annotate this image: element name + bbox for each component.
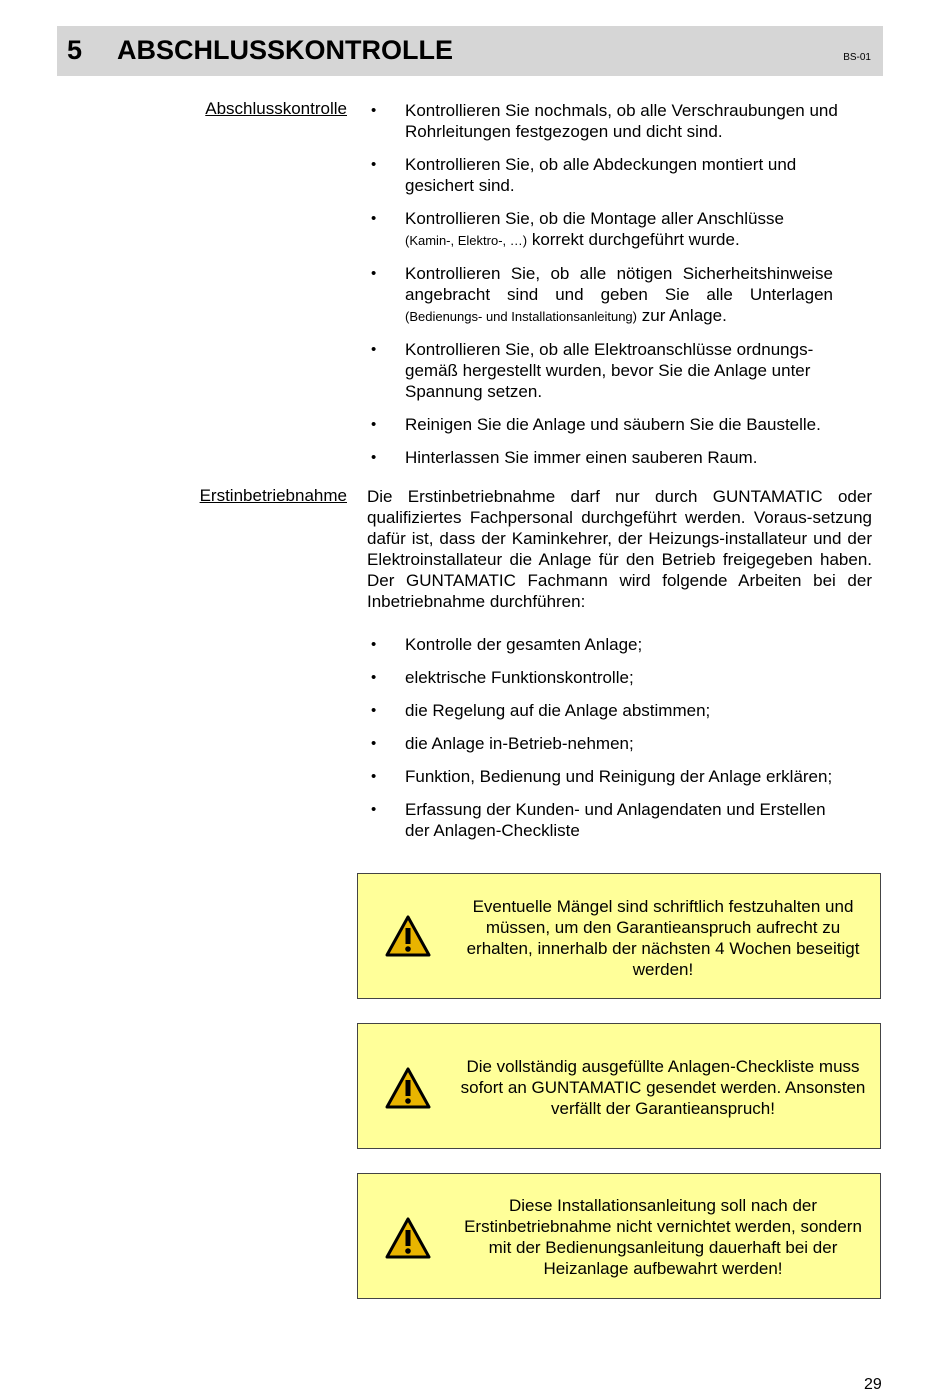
section-title: ABSCHLUSSKONTROLLE [117, 35, 453, 65]
list-item: • Kontrolle der gesamten Anlage; [371, 635, 643, 654]
list-item: • Reinigen Sie die Anlage und säubern Sie die Baustelle. [371, 415, 821, 434]
warning-box-anleitung [357, 1173, 881, 1299]
bullet-icon: • [371, 416, 377, 433]
erstinbetriebnahme-label: Erstinbetriebnahme [199, 486, 347, 505]
bullet-icon: • [371, 702, 377, 719]
warning-triangle-icon [384, 914, 432, 958]
erstinbetriebnahme-list [367, 634, 847, 841]
list-item: • Erfassung der Kunden- und Anlagendaten und Erstellen der Anlagen-Checkliste [371, 800, 826, 840]
section-number: 5 [67, 35, 83, 65]
page-number: 29 [864, 1376, 882, 1393]
abschluss-list [367, 100, 847, 468]
bullet-icon: • [371, 210, 377, 227]
abschlusskontrolle-label: Abschlusskontrolle [205, 99, 347, 118]
bullet-icon: • [371, 156, 377, 173]
warning-text: Eventuelle Mängel sind schriftlich festzuhalten und müssen, um den Garantieanspruch aufrecht zu erhalten, innerhalb der nächsten 4 Wochen beseitigt werden! [466, 897, 860, 979]
bullet-icon: • [371, 636, 377, 653]
document-code: BS-01 [843, 52, 871, 63]
list-item: • Hinterlassen Sie immer einen sauberen Raum. [371, 448, 758, 467]
bullet-icon: • [371, 801, 377, 818]
warning-text: Diese Installationsanleitung soll nach der Erstinbetriebnahme nicht vernichtet werden, sondern mit der Bedienungsanleitung dauerhaft bei der Heizanlage aufbewahrt werden! [464, 1196, 862, 1278]
warning-triangle-icon [384, 1066, 432, 1110]
list-item: • Kontrollieren Sie, ob alle Abdeckungen montiert und gesichert sind. [371, 155, 797, 195]
warning-box-checkliste [357, 1023, 881, 1149]
list-item: • elektrische Funktionskontrolle; [371, 668, 634, 687]
bullet-icon: • [371, 102, 377, 119]
bullet-icon: • [371, 735, 377, 752]
list-item: • Kontrollieren Sie, ob alle Elektroanschlüsse ordnungs-gemäß hergestellt wurden, bevor Sie die Anlage unter Spannung setzen. [371, 340, 814, 401]
list-item: • die Regelung auf die Anlage abstimmen; [371, 701, 711, 720]
bullet-icon: • [371, 341, 377, 358]
list-item: • Kontrollieren Sie, ob die Montage aller Anschlüsse (Kamin-, Elektro-, …) korrekt durchgeführt wurde. [371, 209, 784, 249]
section-header [57, 26, 883, 76]
erstinbetriebnahme-paragraph: Die Erstinbetriebnahme darf nur durch GUNTAMATIC oder qualifiziertes Fachpersonal durchgeführt werden. Voraus-setzung dafür ist, dass der Kaminkehrer, der Heizungs-installateur und der Elektroinstallateur die Anlage für den Betrieb freigegeben haben. Der GUNTAMATIC Fachmann wird folgende Arbeiten bei der Inbetriebnahme durchführen: [367, 487, 872, 611]
list-item: • Kontrollieren Sie, ob alle nötigen Sicherheitshinweise angebracht sind und geben Sie alle Unterlagen (Bedienungs- und Installationsanleitung) zur Anlage. [371, 264, 833, 325]
bullet-icon: • [371, 768, 377, 785]
warning-triangle-icon [384, 1216, 432, 1260]
list-item: • Kontrollieren Sie nochmals, ob alle Verschraubungen und Rohrleitungen festgezogen und dicht sind. [371, 101, 838, 141]
list-item: • Funktion, Bedienung und Reinigung der Anlage erklären; [371, 767, 833, 786]
list-item: • die Anlage in-Betrieb-nehmen; [371, 734, 634, 753]
bullet-icon: • [371, 449, 377, 466]
bullet-icon: • [371, 265, 377, 282]
bullet-icon: • [371, 669, 377, 686]
warning-box-maengel [357, 873, 881, 999]
warning-text: Die vollständig ausgefüllte Anlagen-Checkliste muss sofort an GUNTAMATIC gesendet werden. Ansonsten verfällt der Garantieanspruch! [460, 1057, 866, 1118]
